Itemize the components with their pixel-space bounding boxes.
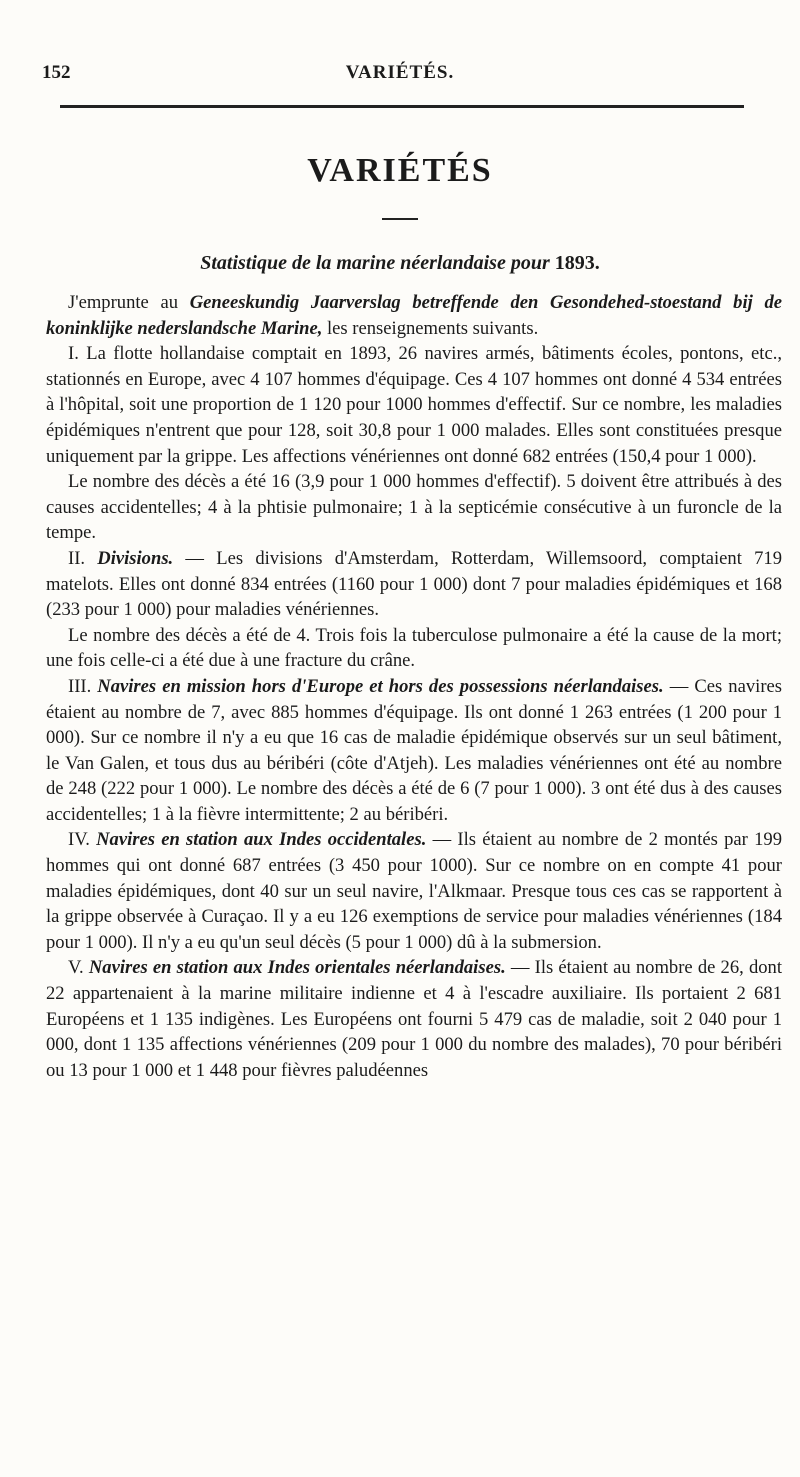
paragraph-1 — [46, 341, 782, 469]
paragraph-6 — [46, 827, 782, 955]
para-text: — Les divisions d'Amsterdam, Rotterdam, Willemsoord, comptaient 719 matelots. Elles ont donné 834 entrées (1160 pour 1 000) dont 7 pour maladies épidémiques et 168 (233 pour 1 000) pour maladies vénériennes. — [46, 547, 782, 621]
article-subtitle — [0, 252, 800, 275]
para-text: — Ils étaient au nombre de 26, dont 22 appartenaient à la marine militaire indienne et 4 à l'escadre auxiliaire. Ils portaient 2 681 Européens et 1 135 indigènes. Les Européens ont fourni 5 479 cas de maladie, soit 2 040 pour 1 000, dont 1 135 affections vénériennes (209 pour 1 000 du nombre des malades), 70 pour béribéri ou 13 pour 1 000 et 1 448 pour fièvres paludéennes — [46, 957, 783, 1081]
para-title: Navires en station aux Indes orientales néerlandaises. — [88, 957, 506, 979]
para-title: Divisions. — [97, 547, 174, 569]
para-pre: J'emprunte au — [68, 292, 190, 313]
title-dash — [382, 218, 418, 220]
subtitle-year: 1893. — [554, 252, 600, 274]
para-title: Navires en mission hors d'Europe et hors des possessions néerlandaises. — [97, 675, 664, 697]
page-number: 152 — [42, 62, 71, 83]
para-title: Navires en station aux Indes occidentales. — [96, 829, 427, 851]
para-pre: Le nombre des décès a été 16 (3,9 pour 1 000 hommes d'effectif). 5 doivent être attribués à des causes accidentelles; 4 à la phtisie pulmonaire; 1 à la septicémie consécutive à un furoncle de la tempe. — [46, 471, 782, 544]
para-pre: I. La flotte hollandaise comptait en 1893, 26 navires armés, bâtiments écoles, pontons, etc., stationnés en Europe, avec 4 107 hommes d'équipage. Ces 4 107 hommes ont donné 4 534 entrées à l'hôpital, soit une proportion de 1 120 pour 1000 hommes d'effectif. Sur ce nombre, les maladies épidémiques n'entrent que pour 128, soit 30,8 pour 1 000 malades. Elles sont constituées presque uniquement par la grippe. Les affections vénériennes ont donné 682 entrées (150,4 pour 1 000). — [46, 343, 782, 467]
paragraph-5 — [46, 674, 782, 828]
para-text: — Ces navires étaient au nombre de 7, avec 885 hommes d'équipage. Ils ont donné 1 263 entrées (1 200 pour 1 000). Sur ce nombre il n'y a eu que 16 cas de maladie épidémique observés sur un seul bâtiment, le Van Galen, et tous dus au béribéri (côte d'Atjeh). Les maladies vénériennes ont été au nombre de 248 (222 pour 1 000). Le nombre des décès a été de 6 (7 pour 1 000). 3 ont été dus à des causes accidentelles; 1 à la fièvre intermittente; 2 au béribéri. — [46, 675, 783, 825]
para-pre: Le nombre des décès a été de 4. Trois fois la tuberculose pulmonaire a été la cause de la mort; une fois celle-ci a été due à une fracture du crâne. — [46, 624, 782, 672]
para-text: les renseignements suivants. — [322, 317, 539, 339]
paragraph-2 — [46, 469, 782, 546]
para-pre: V. — [68, 957, 89, 979]
section-title: VARIÉTÉS — [307, 152, 493, 189]
paragraph-3 — [46, 546, 782, 623]
para-pre: IV. — [68, 829, 97, 851]
para-text: — Ils étaient au nombre de 2 montés par 199 hommes qui ont donné 687 entrées (3 450 pour 1000). Sur ce nombre on en compte 41 pour maladies épidémiques, dont 40 sur un seul navire, l'Alkmaar. Presque tous ces cas se rapportent à la grippe observée à Curaçao. Il y a eu 126 exemptions de service pour maladies vénériennes (184 pour 1 000). Il n'y a eu qu'un seul décès (5 pour 1 000) dû à la submersion. — [46, 829, 782, 953]
para-pre: III. — [68, 675, 98, 697]
article-body — [46, 290, 782, 1083]
paragraph-intro — [46, 290, 782, 341]
paragraph-7 — [46, 955, 782, 1083]
header-rule — [60, 105, 744, 108]
paragraph-4 — [46, 623, 782, 674]
subtitle-text: Statistique de la marine néerlandaise pour — [200, 252, 555, 274]
page-header — [40, 58, 760, 88]
running-title: VARIÉTÉS. — [345, 62, 455, 83]
para-pre: II. — [68, 547, 98, 569]
para-title: Geneeskundig Jaarverslag betreffende den Gesondehed-stoestand bij de koninklijke nederslandsche Marine, — [46, 292, 782, 339]
